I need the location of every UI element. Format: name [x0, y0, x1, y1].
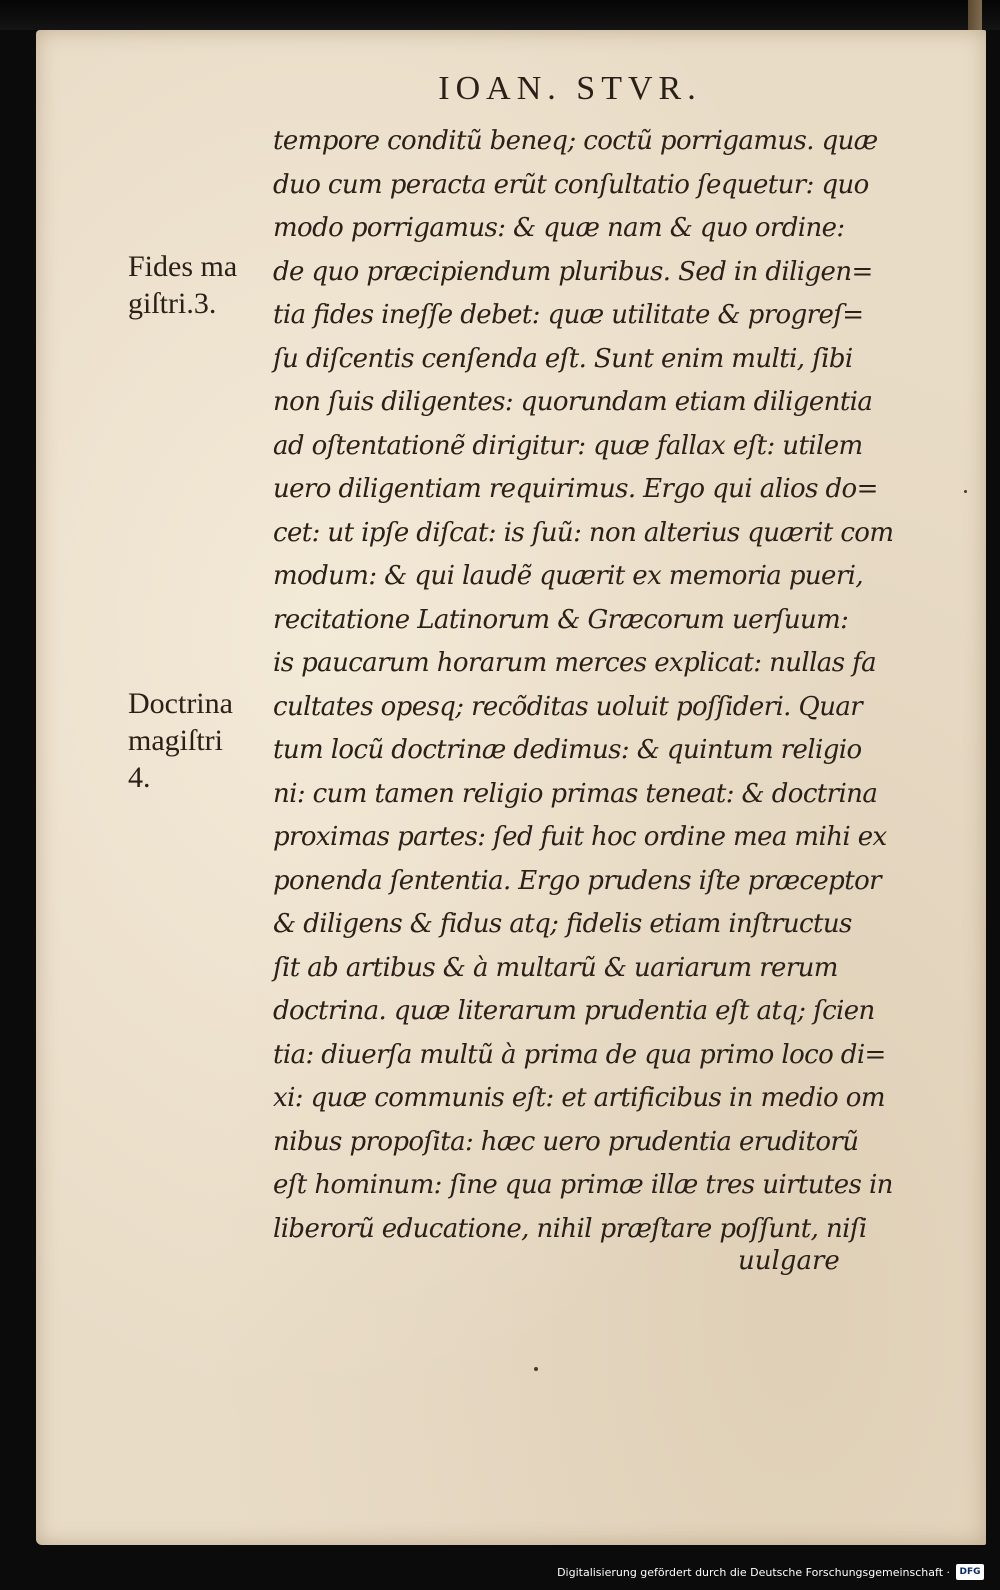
text-line: tum locũ doctrinæ dedimus: & quintum religio — [273, 735, 862, 765]
text-line: doctrina. quæ literarum prudentia eſt atq; ſcien — [273, 996, 875, 1026]
text-line: cet: ut ipſe diſcat: is ſuũ: non alterius quærit com — [273, 517, 894, 548]
text-line: xi: quæ communis eſt: et artificibus in medio om — [273, 1083, 885, 1113]
footer-credit — [557, 1560, 984, 1584]
text-line: modo porrigamus: & quæ nam & quo ordine: — [273, 213, 845, 243]
text-line: tia fides ineſſe debet: quæ utilitate & progreſ= — [273, 300, 864, 330]
marginal-note-line: 4. — [128, 761, 151, 794]
catchword: uulgare — [738, 1246, 840, 1276]
footer-text: Digitalisierung gefördert durch die Deutsche Forschungsgemeinschaft · — [557, 1565, 950, 1579]
text-line: tempore conditũ beneq; coctũ porrigamus. quæ — [273, 126, 878, 156]
text-line: non ſuis diligentes: quorundam etiam diligentia — [273, 387, 873, 417]
marginal-note-doctrina — [128, 685, 233, 796]
text-line: tia: diuerſa multũ à prima de qua primo loco di= — [273, 1039, 886, 1070]
ink-speck — [534, 1367, 538, 1371]
marginal-note-fides — [128, 248, 237, 322]
text-line: ad oſtentationẽ dirigitur: quæ fallax eſt: utilem — [273, 430, 863, 461]
text-line: eſt hominum: ſine qua primæ illæ tres uirtutes in — [273, 1170, 893, 1200]
text-line: nibus propoſita: hæc uero prudentia eruditorũ — [273, 1126, 859, 1157]
body-text — [273, 120, 913, 1251]
text-line: duo cum peracta erũt conſultatio ſequetur: quo — [273, 169, 869, 200]
text-line: cultates opesq; recõditas uoluit poſſideri. Quar — [273, 691, 863, 722]
running-head: IOAN. STVR. — [438, 70, 702, 107]
dfg-logo: DFG — [956, 1564, 984, 1580]
marginal-note-line: Doctrina — [128, 687, 233, 720]
text-line: modum: & qui laudẽ quærit ex memoria pueri, — [273, 561, 864, 591]
text-line: recitatione Latinorum & Græcorum uerſuum: — [273, 604, 849, 635]
ink-speck — [964, 490, 967, 493]
text-line: de quo præcipiendum pluribus. Sed in diligen= — [273, 256, 873, 287]
text-line: ni: cum tamen religio primas teneat: & doctrina — [273, 778, 878, 809]
marginal-note-line: Fides ma — [128, 250, 238, 283]
top-dark-edge — [0, 0, 1000, 30]
text-line: is paucarum horarum merces explicat: nullas fa — [273, 648, 877, 678]
marginal-note-line: magiſtri — [128, 724, 223, 757]
text-line: proximas partes: ſed fuit hoc ordine mea mihi ex — [273, 822, 887, 852]
text-line: ſu diſcentis cenſenda eſt. Sunt enim multi, ſibi — [273, 343, 853, 374]
text-line: uero diligentiam requirimus. Ergo qui alios do= — [273, 474, 878, 504]
text-line: ponenda ſententia. Ergo prudens iſte præceptor — [273, 865, 881, 896]
text-line: liberorũ educatione, nihil præſtare poſſunt, niſi — [273, 1213, 867, 1244]
text-line: & diligens & fidus atq; fidelis etiam inſtructus — [273, 909, 852, 939]
text-line: ſit ab artibus & à multarũ & uariarum rerum — [273, 952, 838, 983]
marginal-note-line: giſtri.3. — [128, 287, 217, 320]
